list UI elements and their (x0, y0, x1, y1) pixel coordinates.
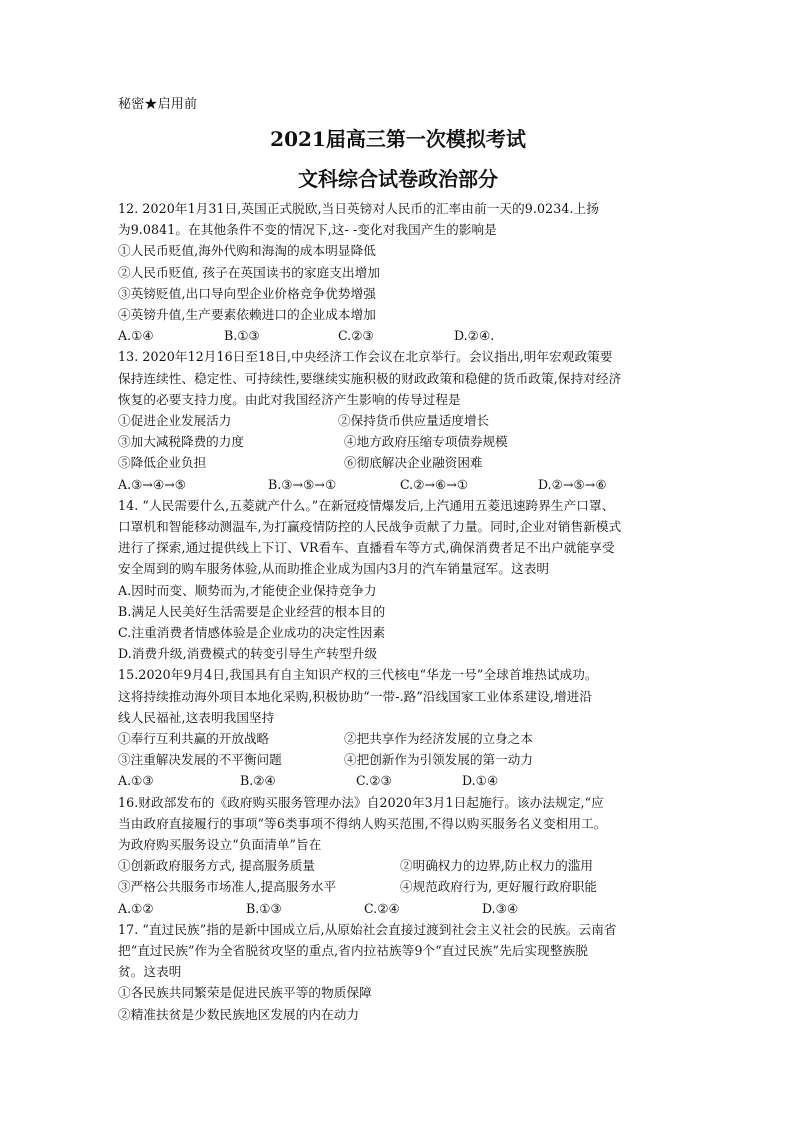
statement-item: ①创新政府服务方式, 提高服务质量 (118, 858, 315, 874)
question-16 (118, 792, 678, 919)
statement-item: ④英镑升值,生产要素依赖进口的企业成本增加 (118, 307, 376, 323)
statement-item: ⑥彻底解决企业融资困难 (344, 455, 483, 471)
statement-item: ③严格公共服务市场准人,提高服务水平 (118, 879, 337, 895)
statement-item: ①各民族共同繁荣是促进民族平等的物质保障 (118, 985, 372, 1001)
question-17 (118, 919, 678, 1025)
answer-options (118, 474, 678, 495)
statement-row (118, 855, 678, 876)
statement-item: ①促进企业发展活力 (118, 413, 232, 429)
statement-item: ②保持货币供应量适度增长 (338, 413, 490, 429)
exam-subtitle: 文科综合试卷政治部分 (298, 167, 498, 191)
question-stem: 为政府购买服务设立“负面清单”旨在 (118, 836, 322, 852)
option-b: B.②④ (240, 773, 276, 789)
option-a: A.因时而变、顺势而为,才能使企业保持竞争力 (118, 582, 377, 598)
option-d: D.①④ (462, 773, 499, 789)
option-c: C.②③ (338, 328, 374, 344)
statement-row (118, 749, 678, 770)
question-stem: 这将持续推动海外项目本地化采购,积极协助“一带-.路”沿线国家工业体系建设,增进沿 (118, 688, 593, 704)
option-d: D.②④. (454, 328, 495, 344)
statement-row (118, 452, 678, 473)
question-stem: 进行了探索,通过提供线上下订、VR看车、直播看车等方式,确保消费者足不出户就能享受 (118, 540, 615, 556)
question-stem: 保持连续性、稳定性、可持续性,要继续实施积极的财政政策和稳健的货币政策,保持对经济 (118, 370, 622, 386)
option-b: B.③→⑤→① (268, 476, 337, 492)
statement-item: ③加大减税降费的力度 (118, 434, 244, 450)
option-b: B.满足人民美好生活需要是企业经营的根本目的 (118, 603, 386, 619)
question-12 (118, 198, 678, 346)
question-stem: 线人民福祉,这表明我国坚持 (118, 709, 275, 725)
statement-item: ①奉行互利共赢的开放战略 (118, 731, 270, 746)
option-a: A.③→④→⑤ (118, 476, 187, 492)
option-c: C.②→⑥→① (400, 476, 469, 492)
exam-page (118, 96, 678, 1025)
question-stem: 13. 2020年12月16日至18日,中央经济工作会议在北京举行。会议指出,明年宏观政策要 (118, 349, 613, 365)
option-b: B.①③ (224, 328, 260, 344)
statement-item: ②明确权力的边界,防止权力的滥用 (400, 858, 593, 874)
question-stem: 为9.0841。在其他条件不变的情况下,这- -变化对我国产生的影响是 (118, 222, 497, 238)
option-d: D.②→⑤→⑥ (538, 476, 607, 492)
option-c: C.②④ (364, 900, 400, 916)
question-stem: 14. “人民需要什么,五菱就产什么。”在新冠疫情爆发后,上汽通用五菱迅速跨界生产口罩、 (118, 497, 615, 513)
option-a: A.①④ (118, 328, 154, 344)
question-stem: 15.2020年9月4日,我国具有自主知识产权的三代核电“华龙一号”全球首堆热试成功。 (118, 667, 598, 683)
statement-item: ③英镑贬值,出口导向型企业价格竞争优势增强 (118, 285, 376, 301)
option-c: C.注重消费者情感体验是企业成功的决定性因素 (118, 624, 386, 640)
statement-row (118, 410, 678, 431)
statement-item: ④地方政府压缩专项债券规模 (344, 434, 508, 450)
option-b: B.①③ (246, 900, 282, 916)
option-d: D.消费升级,消费模式的转变引导生产转型升级 (118, 646, 378, 662)
statement-item: ②把共享作为经济发展的立身之本 (344, 731, 533, 746)
option-c: C.②③ (356, 773, 392, 789)
statement-row (118, 876, 678, 897)
confidential-label: 秘密★启用前 (118, 97, 198, 112)
question-stem: 把“直过民族”作为全省脱贫攻坚的重点,省内拉祜族等9个“直过民族”先后实现整族脱 (118, 942, 588, 958)
statement-row (118, 728, 678, 749)
statement-row (118, 431, 678, 452)
exam-title: 2021届高三第一次模拟考试 (270, 127, 526, 151)
question-stem: 12. 2020年1月31日,英国正式脱欧,当日英镑对人民币的汇率由前一天的9.0234.上扬 (118, 201, 599, 216)
question-stem: 贫。这表明 (118, 964, 182, 980)
question-stem: 17. “直过民族”指的是新中国成立后,从原始社会直接过渡到社会主义社会的民族。云南省 (118, 921, 617, 937)
question-13 (118, 346, 678, 494)
option-a: A.①③ (118, 773, 154, 789)
answer-options (118, 770, 678, 791)
option-d: D.③④ (482, 900, 519, 916)
statement-item: ②精准扶贫是少数民族地区发展的内在动力 (118, 1006, 360, 1022)
statement-item: ②人民币贬值, 孩子在英国读书的家庭支出增加 (118, 264, 381, 280)
question-stem: 16.财政部发布的《政府购买服务管理办法》自2020年3月1日起施行。该办法规定,“应 (118, 794, 604, 810)
option-a: A.①② (118, 900, 154, 916)
statement-item: ④把创新作为引领发展的第一动力 (344, 752, 533, 768)
question-stem: 当由政府直接履行的事项”等6类事项不得纳人购买范围,不得以购买服务名义变相用工。 (118, 815, 607, 831)
question-15 (118, 664, 678, 791)
statement-item: ①人民币贬值,海外代购和海淘的成本明显降低 (118, 243, 376, 259)
question-stem: 安全周到的购车服务体验,从而助推企业成为国内3月的汽车销量冠军。这表明 (118, 561, 550, 577)
statement-item: ⑤降低企业负担 (118, 455, 207, 471)
question-stem: 恢复的必要支持力度。由此对我国经济产生影响的传导过程是 (118, 391, 461, 407)
answer-options (118, 325, 678, 346)
statement-item: ③注重解决发展的不平衡问题 (118, 752, 282, 768)
answer-options (118, 898, 678, 919)
statement-item: ④规范政府行为, 更好履行政府职能 (400, 879, 597, 895)
question-14 (118, 495, 678, 665)
question-stem: 口罩机和智能移动测温车,为打赢疫情防控的人民战争贡献了力量。同时,企业对销售新模式 (118, 518, 622, 534)
